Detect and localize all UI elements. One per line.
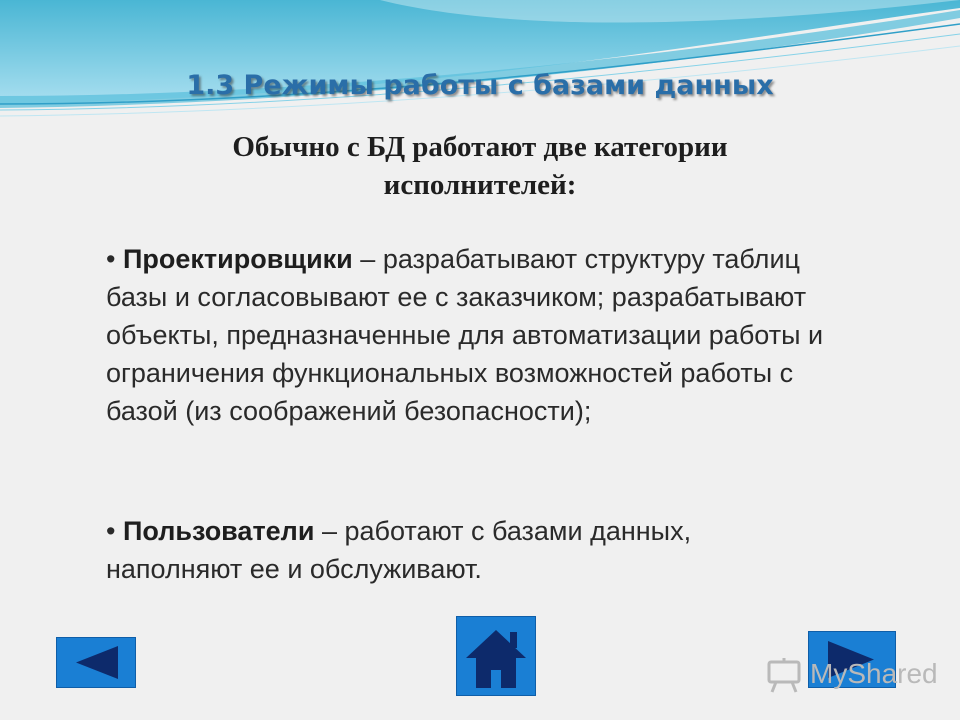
- intro-text: Обычно с БД работают две категории исполнителей:: [232, 131, 728, 201]
- bullet-text: – работают с базами данных, наполняют ее и обслуживают.: [106, 516, 692, 584]
- bullet-term: Проектировщики: [122, 244, 353, 274]
- home-button[interactable]: [456, 616, 536, 696]
- bullet-text: – разрабатывают структуру таблиц базы и согласовывают ее с заказчиком; разрабатывают объекты, предназначенные для автоматизации работы и ограничения функциональных возможностей работы с базой (из соображений безопасности);: [106, 244, 824, 426]
- bullet-marker: •: [106, 516, 116, 546]
- watermark-text: MyShared: [810, 658, 938, 689]
- bullet-marker: •: [106, 244, 116, 274]
- bullet-term: Пользователи: [122, 516, 315, 546]
- home-icon: [456, 616, 536, 696]
- watermark: [766, 656, 936, 696]
- header-wave-decoration: [0, 0, 960, 130]
- prev-slide-button[interactable]: [56, 637, 136, 688]
- presentation-icon: [766, 656, 806, 696]
- slide-title: 1.3 Режимы работы с базами данных: [186, 70, 774, 101]
- bullet-item-users: [106, 512, 826, 588]
- bullet-item-designers: [106, 240, 826, 430]
- arrow-left-icon: [56, 637, 136, 688]
